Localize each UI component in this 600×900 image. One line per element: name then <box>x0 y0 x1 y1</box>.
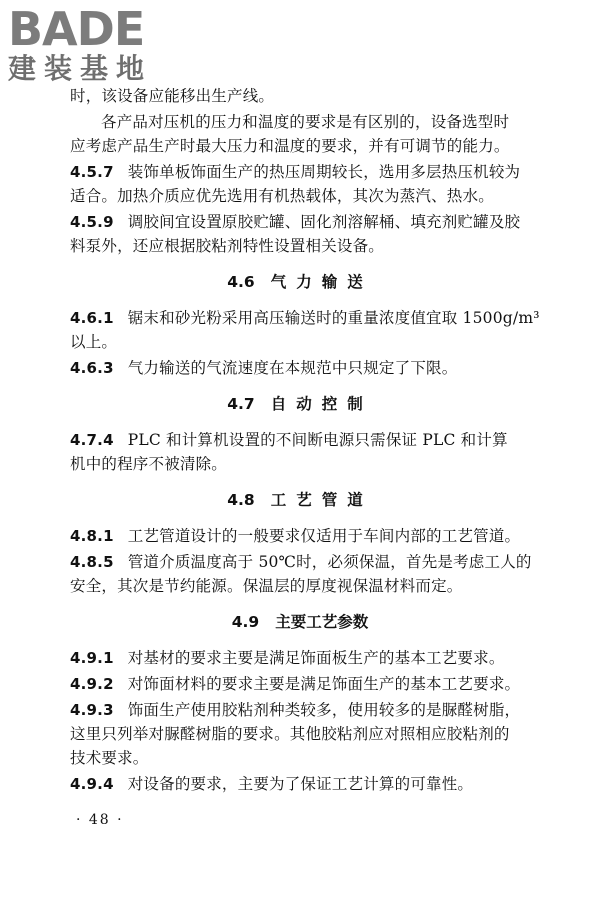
clause-number: 4.9.2 <box>70 675 114 693</box>
section-heading-4-8 <box>70 488 530 512</box>
clause-4-8-1 <box>70 524 530 548</box>
logo-brand-text: BADE <box>8 2 145 56</box>
clause-number: 4.9.1 <box>70 649 114 667</box>
text-line: 料泵外，还应根据胶粘剂特性设置相关设备。 <box>70 237 385 255</box>
text-line: 安全，其次是节约能源。保温层的厚度视保温材料而定。 <box>70 577 463 595</box>
clause-number: 4.8.5 <box>70 553 114 571</box>
clause-4-9-3 <box>70 698 530 770</box>
clause-4-7-4 <box>70 428 530 476</box>
clause-4-9-2 <box>70 672 530 696</box>
text-line: 这里只列举对脲醛树脂的要求。其他胶粘剂应对照相应胶粘剂的 <box>70 725 510 743</box>
text-line: 技术要求。 <box>70 749 149 767</box>
section-title: 主要工艺参数 <box>275 613 369 631</box>
text-line: 各产品对压机的压力和温度的要求是有区别的，设备选型时 <box>101 113 510 131</box>
clause-4-5-9 <box>70 210 530 258</box>
logo-subtitle-text: 建装基地 <box>8 52 153 85</box>
page-number: · 48 · <box>76 812 124 828</box>
section-number: 4.8 <box>227 491 255 509</box>
text-line: 应考虑产品生产时最大压力和温度的要求，并有可调节的能力。 <box>70 137 510 155</box>
clause-number: 4.5.7 <box>70 163 114 181</box>
clause-4-8-5 <box>70 550 530 598</box>
clause-number: 4.6.3 <box>70 359 114 377</box>
section-number: 4.9 <box>231 613 260 631</box>
clause-number: 4.9.4 <box>70 775 114 793</box>
text-line: 调胶间宜设置原胶贮罐、固化剂溶解桶、填充剂贮罐及胶 <box>127 213 521 231</box>
clause-4-6-1 <box>70 306 540 354</box>
text-line: 装饰单板饰面生产的热压周期较长，选用多层热压机较为 <box>127 163 521 181</box>
clause-number: 4.8.1 <box>70 527 114 545</box>
section-number: 4.6 <box>227 273 255 291</box>
text-line: 对基材的要求主要是满足饰面板生产的基本工艺要求。 <box>127 649 505 667</box>
section-number: 4.7 <box>227 395 255 413</box>
section-title: 工艺管道 <box>270 491 373 509</box>
clause-number: 4.5.9 <box>70 213 114 231</box>
text-line: 对设备的要求，主要为了保证工艺计算的可靠性。 <box>127 775 474 793</box>
text-line: 对饰面材料的要求主要是满足饰面生产的基本工艺要求。 <box>127 675 521 693</box>
clause-number: 4.6.1 <box>70 309 114 327</box>
text-line: 适合。加热介质应优先选用有机热载体，其次为蒸汽、热水。 <box>70 187 494 205</box>
text-line: 工艺管道设计的一般要求仅适用于车间内部的工艺管道。 <box>127 527 521 545</box>
document-body <box>70 84 540 798</box>
clause-4-9-1 <box>70 646 530 670</box>
paragraph-press-requirements <box>70 110 530 158</box>
section-heading-4-7 <box>70 392 530 416</box>
text-line: 以上。 <box>70 333 118 351</box>
section-title: 气力输送 <box>270 273 373 291</box>
text-line: PLC 和计算机设置的不间断电源只需保证 PLC 和计算 <box>127 431 508 449</box>
bade-watermark-logo <box>8 2 178 92</box>
text-line: 时，该设备应能移出生产线。 <box>70 87 275 105</box>
clause-number: 4.7.4 <box>70 431 114 449</box>
clause-4-5-7 <box>70 160 530 208</box>
text-line: 管道介质温度高于 50℃时，必须保温，首先是考虑工人的 <box>127 553 532 571</box>
section-heading-4-9 <box>70 610 530 634</box>
clause-4-9-4 <box>70 772 530 796</box>
text-line: 气力输送的气流速度在本规范中只规定了下限。 <box>127 359 458 377</box>
clause-4-6-3 <box>70 356 530 380</box>
section-heading-4-6 <box>70 270 530 294</box>
section-title: 自动控制 <box>270 395 373 413</box>
text-line: 饰面生产使用胶粘剂种类较多，使用较多的是脲醛树脂， <box>127 701 521 719</box>
clause-number: 4.9.3 <box>70 701 114 719</box>
text-line: 锯末和砂光粉采用高压输送时的重量浓度值宜取 1500g/m³ <box>127 309 540 327</box>
text-line: 机中的程序不被清除。 <box>70 455 228 473</box>
